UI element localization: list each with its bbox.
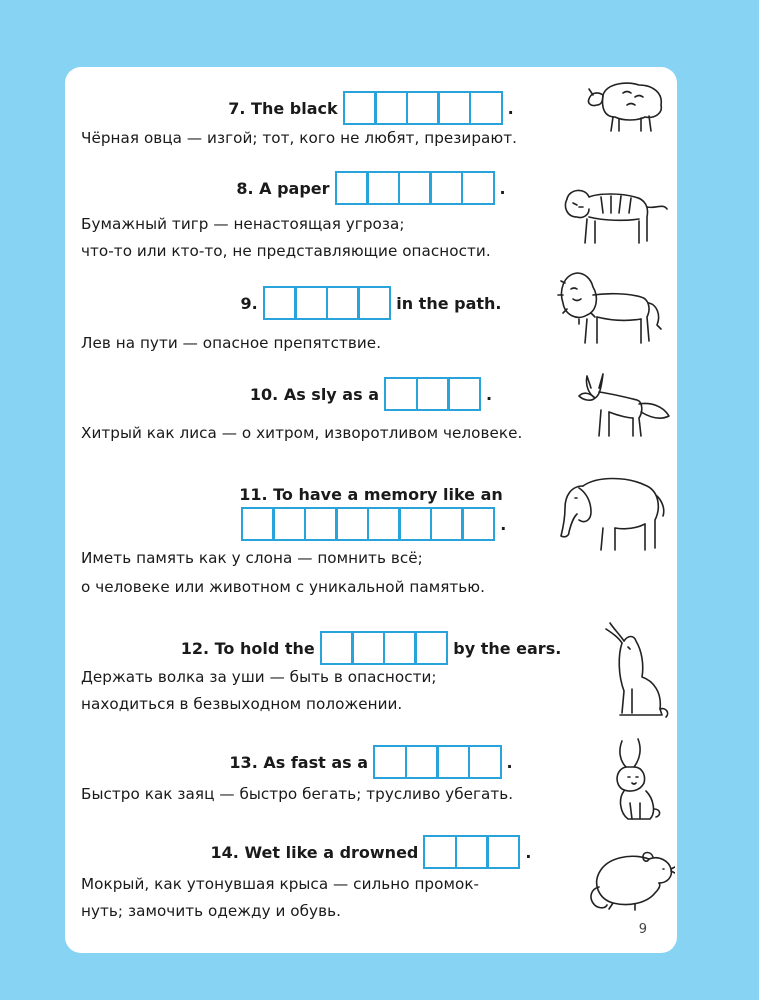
letter-box[interactable] — [455, 835, 489, 869]
letter-box[interactable] — [436, 745, 470, 779]
letter-box[interactable] — [437, 91, 471, 125]
letter-box[interactable] — [469, 91, 503, 125]
letter-box[interactable] — [326, 286, 360, 320]
letter-box[interactable] — [343, 91, 377, 125]
page-number: 9 — [638, 922, 647, 937]
item-9-translation-line-1: Лев на пути — опасное препятствие. — [81, 334, 382, 352]
tiger-icon — [559, 183, 671, 249]
item-11-translation-line-2: о человеке или животном с уникальной памятью. — [81, 578, 486, 596]
item-12-after: by the ears. — [453, 638, 562, 658]
elephant-icon — [557, 472, 669, 554]
item-11-before: 11. To have a memory like an — [239, 484, 503, 504]
item-14-translation-line-1: Мокрый, как утонувшая крыса — сильно промок- — [81, 875, 480, 893]
item-13-before: 13. As fast as a — [229, 752, 368, 772]
letter-box[interactable] — [367, 507, 401, 541]
item-12-translation-line-1: Держать волка за уши — быть в опасности; — [81, 668, 437, 686]
item-12-before: 12. To hold the — [180, 638, 315, 658]
letter-box[interactable] — [335, 171, 369, 205]
letter-box[interactable] — [414, 631, 448, 665]
item-14-after: . — [525, 842, 532, 862]
letter-box[interactable] — [406, 91, 440, 125]
wolf-icon — [602, 619, 672, 719]
letter-box[interactable] — [263, 286, 297, 320]
letter-box[interactable] — [461, 507, 495, 541]
item-9-before: 9. — [240, 293, 258, 313]
letter-box[interactable] — [447, 377, 481, 411]
letter-box[interactable] — [374, 91, 408, 125]
item-10-translation-line-1: Хитрый как лиса — о хитром, изворотливом человеке. — [81, 424, 523, 442]
letter-box[interactable] — [416, 377, 450, 411]
hare-icon — [604, 737, 668, 823]
item-11-after: . — [500, 514, 507, 534]
fox-icon — [577, 370, 671, 440]
item-8-answer-boxes[interactable] — [335, 171, 495, 205]
item-14-answer-boxes[interactable] — [423, 835, 520, 869]
sheep-icon — [583, 73, 669, 137]
item-7-answer-boxes[interactable] — [343, 91, 503, 125]
item-12-answer-boxes[interactable] — [320, 631, 449, 665]
item-11-translation-line-1: Иметь память как у слона — помнить всё; — [81, 549, 423, 567]
letter-box[interactable] — [423, 835, 457, 869]
item-12-translation-line-2: находиться в безвыходном положении. — [81, 695, 403, 713]
letter-box[interactable] — [304, 507, 338, 541]
letter-box[interactable] — [335, 507, 369, 541]
letter-box[interactable] — [430, 507, 464, 541]
item-13-answer-boxes[interactable] — [373, 745, 502, 779]
item-8-before: 8. A paper — [236, 178, 330, 198]
letter-box[interactable] — [429, 171, 463, 205]
letter-box[interactable] — [366, 171, 400, 205]
letter-box[interactable] — [383, 631, 417, 665]
letter-box[interactable] — [486, 835, 520, 869]
item-10-after: . — [486, 384, 493, 404]
letter-box[interactable] — [241, 507, 275, 541]
item-9-after: in the path. — [396, 293, 502, 313]
letter-box[interactable] — [357, 286, 391, 320]
letter-box[interactable] — [405, 745, 439, 779]
item-11-answer-boxes[interactable] — [241, 507, 496, 541]
worksheet-page — [65, 67, 677, 953]
letter-box[interactable] — [351, 631, 385, 665]
rat-icon — [587, 847, 675, 915]
letter-box[interactable] — [272, 507, 306, 541]
letter-box[interactable] — [294, 286, 328, 320]
item-13-translation-line-1: Быстро как заяц — быстро бегать; трусливо убегать. — [81, 785, 514, 803]
letter-box[interactable] — [398, 507, 432, 541]
letter-box[interactable] — [320, 631, 354, 665]
item-8-translation-line-1: Бумажный тигр — ненастоящая угроза; — [81, 215, 405, 233]
letter-box[interactable] — [461, 171, 495, 205]
lion-icon — [557, 265, 665, 349]
item-7-after: . — [507, 98, 514, 118]
item-9-answer-boxes[interactable] — [263, 286, 392, 320]
item-10-before: 10. As sly as a — [249, 384, 379, 404]
item-8-after: . — [499, 178, 506, 198]
item-14-before: 14. Wet like a drowned — [210, 842, 419, 862]
item-7-before: 7. The black — [228, 98, 338, 118]
item-13-prompt — [65, 745, 677, 779]
item-14-translation-line-2: нуть; замочить одежду и обувь. — [81, 902, 341, 920]
letter-box[interactable] — [468, 745, 502, 779]
letter-box[interactable] — [398, 171, 432, 205]
item-12-prompt — [65, 631, 677, 665]
item-13-after: . — [506, 752, 513, 772]
item-10-answer-boxes[interactable] — [384, 377, 481, 411]
letter-box[interactable] — [373, 745, 407, 779]
item-8-translation-line-2: что-то или кто-то, не представляющие опасности. — [81, 242, 491, 260]
item-7-translation-line-1: Чёрная овца — изгой; тот, кого не любят, презирают. — [81, 129, 517, 147]
letter-box[interactable] — [384, 377, 418, 411]
item-14-prompt — [65, 835, 677, 869]
